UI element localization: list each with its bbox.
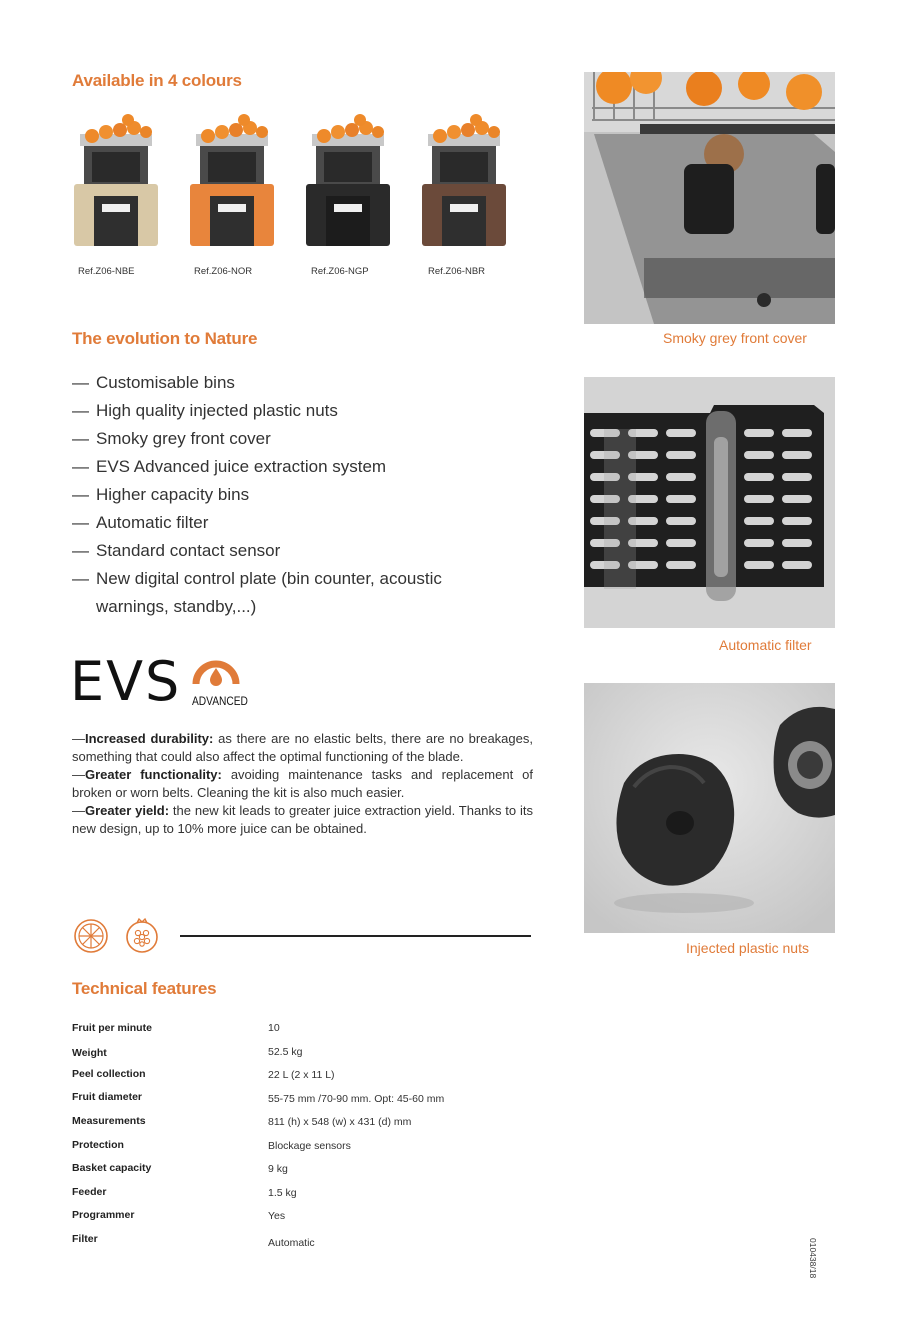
oranges-basket (196, 114, 268, 146)
spec-value: 9 kg (268, 1163, 288, 1175)
machine-brown-image (418, 112, 510, 252)
spec-label: Peel collection (72, 1068, 146, 1080)
spec-value: 10 (268, 1022, 280, 1034)
spec-label: Basket capacity (72, 1162, 152, 1174)
feature-list (72, 369, 492, 621)
document-code: 010438/18 (808, 1238, 818, 1279)
oranges-basket (428, 114, 500, 146)
ref-label: Ref.Z06-NBR (428, 266, 486, 277)
nuts-caption: Injected plastic nuts (686, 940, 809, 956)
filter-caption: Automatic filter (719, 637, 812, 653)
orange-slice-icon (72, 917, 110, 955)
colours-heading: Available in 4 colours (72, 71, 242, 90)
list-item: — Smoky grey front cover (72, 425, 492, 453)
machine-orange-image (186, 112, 278, 252)
evolution-heading: The evolution to Nature (72, 329, 258, 348)
list-item: — Customisable bins (72, 369, 492, 397)
nuts-photo (584, 683, 835, 933)
cover-caption: Smoky grey front cover (663, 330, 807, 346)
evs-point: —Greater yield: the new kit leads to greater juice extraction yield. Thanks to its new design, up to 10% more juice can be obtained. (72, 803, 533, 836)
list-item: — EVS Advanced juice extraction system (72, 453, 492, 481)
spec-value: 55-75 mm /70-90 mm. Opt: 45-60 mm (268, 1093, 445, 1105)
spec-value: Yes (268, 1210, 286, 1222)
spec-value: 1.5 kg (268, 1187, 297, 1199)
gauge-drop-icon (190, 654, 242, 688)
machine-black-image (302, 112, 394, 252)
spec-value: 811 (h) x 548 (w) x 431 (d) mm (268, 1116, 412, 1128)
oranges-basket (312, 114, 384, 146)
list-item: — Standard contact sensor (72, 537, 492, 565)
spec-label: Filter (72, 1233, 98, 1245)
list-item: — New digital control plate (bin counter, acoustic warnings, standby,...) (72, 565, 492, 621)
ref-label: Ref.Z06-NGP (311, 266, 369, 277)
evs-description (72, 730, 533, 838)
evs-logo-text: EVS (70, 650, 182, 713)
list-item: — Higher capacity bins (72, 481, 492, 509)
pomegranate-icon (124, 915, 160, 955)
spec-label: Fruit per minute (72, 1022, 152, 1034)
spec-label: Protection (72, 1139, 124, 1151)
spec-value: Blockage sensors (268, 1140, 351, 1152)
spec-label: Measurements (72, 1115, 146, 1127)
spec-label: Fruit diameter (72, 1091, 143, 1103)
list-item: — High quality injected plastic nuts (72, 397, 492, 425)
evs-point: —Increased durability: as there are no elastic belts, there are no breakages, something that could also affect the optimal functioning of the blade. (72, 731, 533, 764)
ref-label: Ref.Z06-NBE (78, 266, 135, 277)
front-cover-photo (584, 72, 835, 324)
evs-logo-sub: ADVANCED (192, 694, 248, 708)
tech-heading: Technical features (72, 979, 217, 998)
filter-photo (584, 377, 835, 628)
evs-point: —Greater functionality: avoiding maintenance tasks and replacement of broken or worn belts. Cleaning the kit is also much easier. (72, 767, 533, 800)
spec-value: 22 L (2 x 11 L) (268, 1069, 335, 1081)
machine-beige-image (70, 112, 162, 252)
oranges-basket (80, 114, 152, 146)
ref-label: Ref.Z06-NOR (194, 266, 253, 277)
spec-label: Programmer (72, 1209, 135, 1221)
evs-logo (70, 652, 250, 712)
spec-label: Weight (72, 1047, 107, 1059)
spec-value: 52.5 kg (268, 1046, 303, 1058)
list-item: — Automatic filter (72, 509, 492, 537)
spec-value: Automatic (268, 1237, 315, 1249)
spec-label: Feeder (72, 1186, 107, 1198)
divider (180, 935, 531, 937)
